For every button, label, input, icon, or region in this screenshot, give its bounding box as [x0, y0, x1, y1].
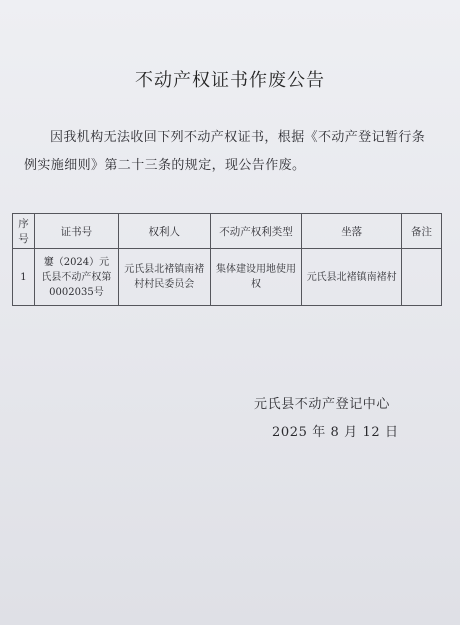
table-header-row	[13, 214, 442, 249]
cell-serial: 1	[13, 249, 35, 306]
header-holder: 权利人	[118, 214, 210, 249]
cell-right-type: 集体建设用地使用权	[210, 249, 302, 306]
table-row	[13, 249, 442, 306]
cell-location: 元氏县北褚镇南褚村	[302, 249, 402, 306]
header-cert-no: 证书号	[34, 214, 118, 249]
header-remark: 备注	[402, 214, 442, 249]
notice-body: 因我机构无法收回下列不动产权证书，根据《不动产登记暂行条例实施细则》第二十三条的规定，现公告作废。	[24, 130, 426, 173]
header-right-type: 不动产权利类型	[210, 214, 302, 249]
certificate-table	[12, 213, 442, 306]
cell-holder: 元氏县北褚镇南褚村村民委员会	[118, 249, 210, 306]
cell-remark	[402, 249, 442, 306]
issue-date: 2025 年 8 月 12 日	[272, 425, 399, 440]
issuer-name: 元氏县不动产登记中心	[254, 397, 391, 412]
document-title: 不动产权证书作废公告	[135, 70, 325, 91]
header-location: 坐落	[302, 214, 402, 249]
cell-cert-no: 窶（2024）元氏县不动产权第0002035号	[34, 249, 118, 306]
header-serial: 序号	[13, 214, 35, 249]
